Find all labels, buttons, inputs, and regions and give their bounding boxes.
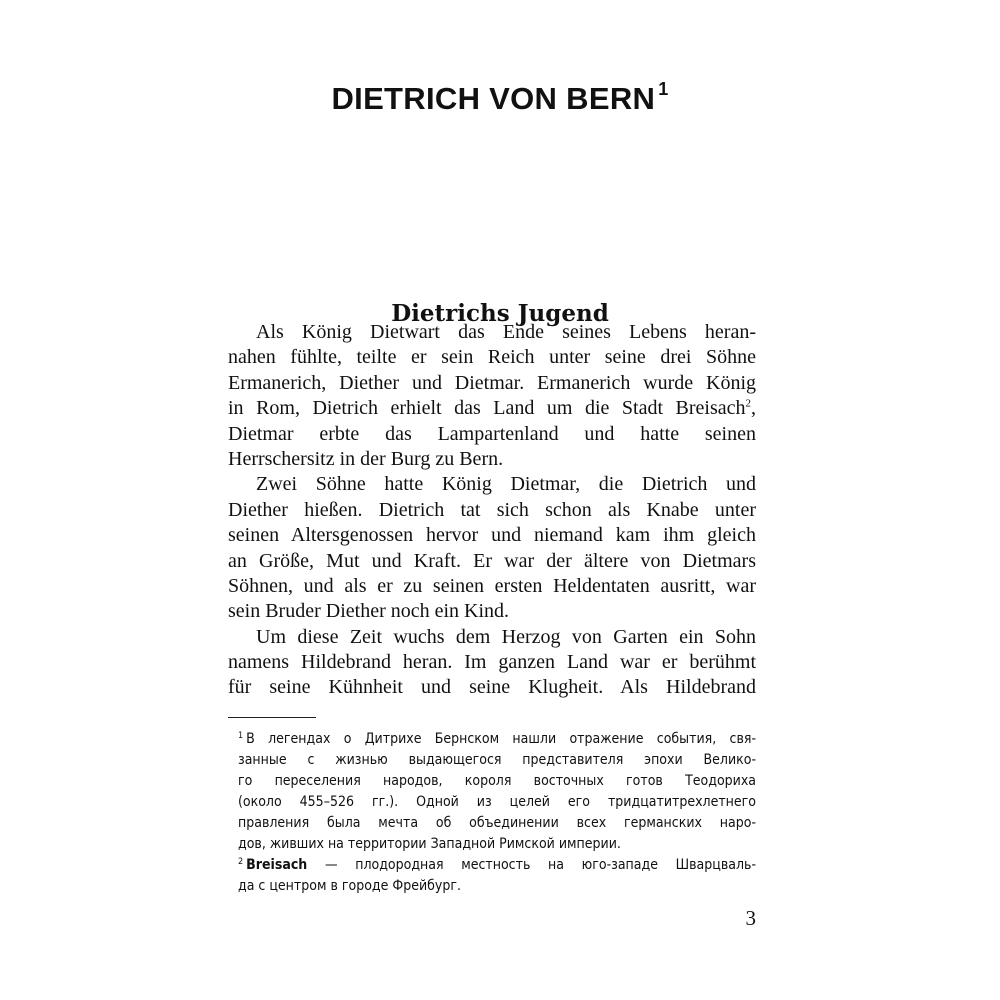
footnote-ref-1[interactable]: 1 — [658, 79, 669, 100]
paragraph-2-line-1: Zwei Söhne hatte König Dietmar, die Dietrich und — [256, 473, 756, 496]
section-heading: Dietrichs Jugend — [391, 300, 609, 328]
paragraph-1-line-4-comma: , — [751, 397, 756, 420]
footnote-ref-2[interactable]: 2 — [745, 397, 751, 410]
paragraph-1-line-6: Herrschersitz in der Burg zu Bern. — [228, 447, 504, 470]
footnote-1-line-1 — [228, 729, 756, 750]
footnote-1-line-4: (около 455–526 гг.). Одной из целей его тридцатитрехлетнего — [238, 794, 756, 810]
footnote-2-line-1-text: — плодородная местность на юго-западе Шварцваль- — [307, 857, 756, 873]
paragraph-1-line-5: Dietmar erbte das Lampartenland und hatte seinen — [228, 422, 756, 445]
paragraph-1-line-1: Als König Dietwart das Ende seines Lebens heran- — [256, 321, 756, 343]
paragraph-2-line-4: an Größe, Mut und Kraft. Er war der ältere von Dietmars — [228, 549, 756, 572]
footnote-1-marker: 1 — [238, 731, 244, 742]
footnote-2-line-1 — [228, 855, 756, 876]
footnote-1-line-6: дов, живших на территории Западной Римской империи. — [238, 836, 621, 852]
paragraph-3-line-3: für seine Kühnheit und seine Klugheit. Als Hildebrand — [228, 676, 756, 699]
paragraph-2-line-2: Diether hießen. Dietrich tat sich schon als Knabe unter — [228, 498, 756, 521]
footnote-1-line-3: го переселения народов, короля восточных готов Теодориха — [238, 773, 756, 789]
paragraph-2-line-3: seinen Altersgenossen hervor und niemand kam ihm gleich — [228, 524, 756, 547]
footnote-divider — [228, 717, 316, 718]
footnote-2-line-2: да с центром в городе Фрейбург. — [238, 878, 461, 894]
paragraph-1-line-3: Ermanerich, Diether und Dietmar. Ermanerich wurde König — [228, 371, 756, 394]
footnote-1-line-5: правления была мечта об объединении всех германских наро- — [238, 815, 756, 831]
footnotes — [228, 729, 756, 897]
chapter-title — [0, 81, 1000, 117]
body-text — [228, 320, 756, 701]
paragraph-2-line-5: Söhnen, und als er zu seinen ersten Heldentaten ausritt, war — [228, 574, 756, 597]
footnote-2-term: Breisach — [246, 857, 308, 873]
footnote-1-line-2: занные с жизнью выдающегося представителя эпохи Велико- — [238, 752, 756, 768]
chapter-title-text: DIETRICH VON BERN — [331, 80, 656, 116]
paragraph-2-line-6: sein Bruder Diether noch ein Kind. — [228, 600, 510, 623]
page-number: 3 — [745, 906, 756, 930]
paragraph-1-line-4 — [228, 396, 756, 421]
footnote-1-line-1-text: В легендах о Дитрихе Бернском нашли отражение события, свя- — [246, 731, 756, 747]
paragraph-1-line-2: nahen fühlte, teilte er sein Reich unter seine drei Söhne — [228, 346, 756, 369]
paragraph-3-line-2: namens Hildebrand heran. Im ganzen Land war er berühmt — [228, 651, 756, 674]
paragraph-1-line-4-text: in Rom, Dietrich erhielt das Land um die Stadt Breisach — [228, 397, 746, 420]
paragraph-3-line-1: Um diese Zeit wuchs dem Herzog von Garten ein Sohn — [256, 625, 756, 648]
footnote-2-marker: 2 — [238, 857, 244, 868]
